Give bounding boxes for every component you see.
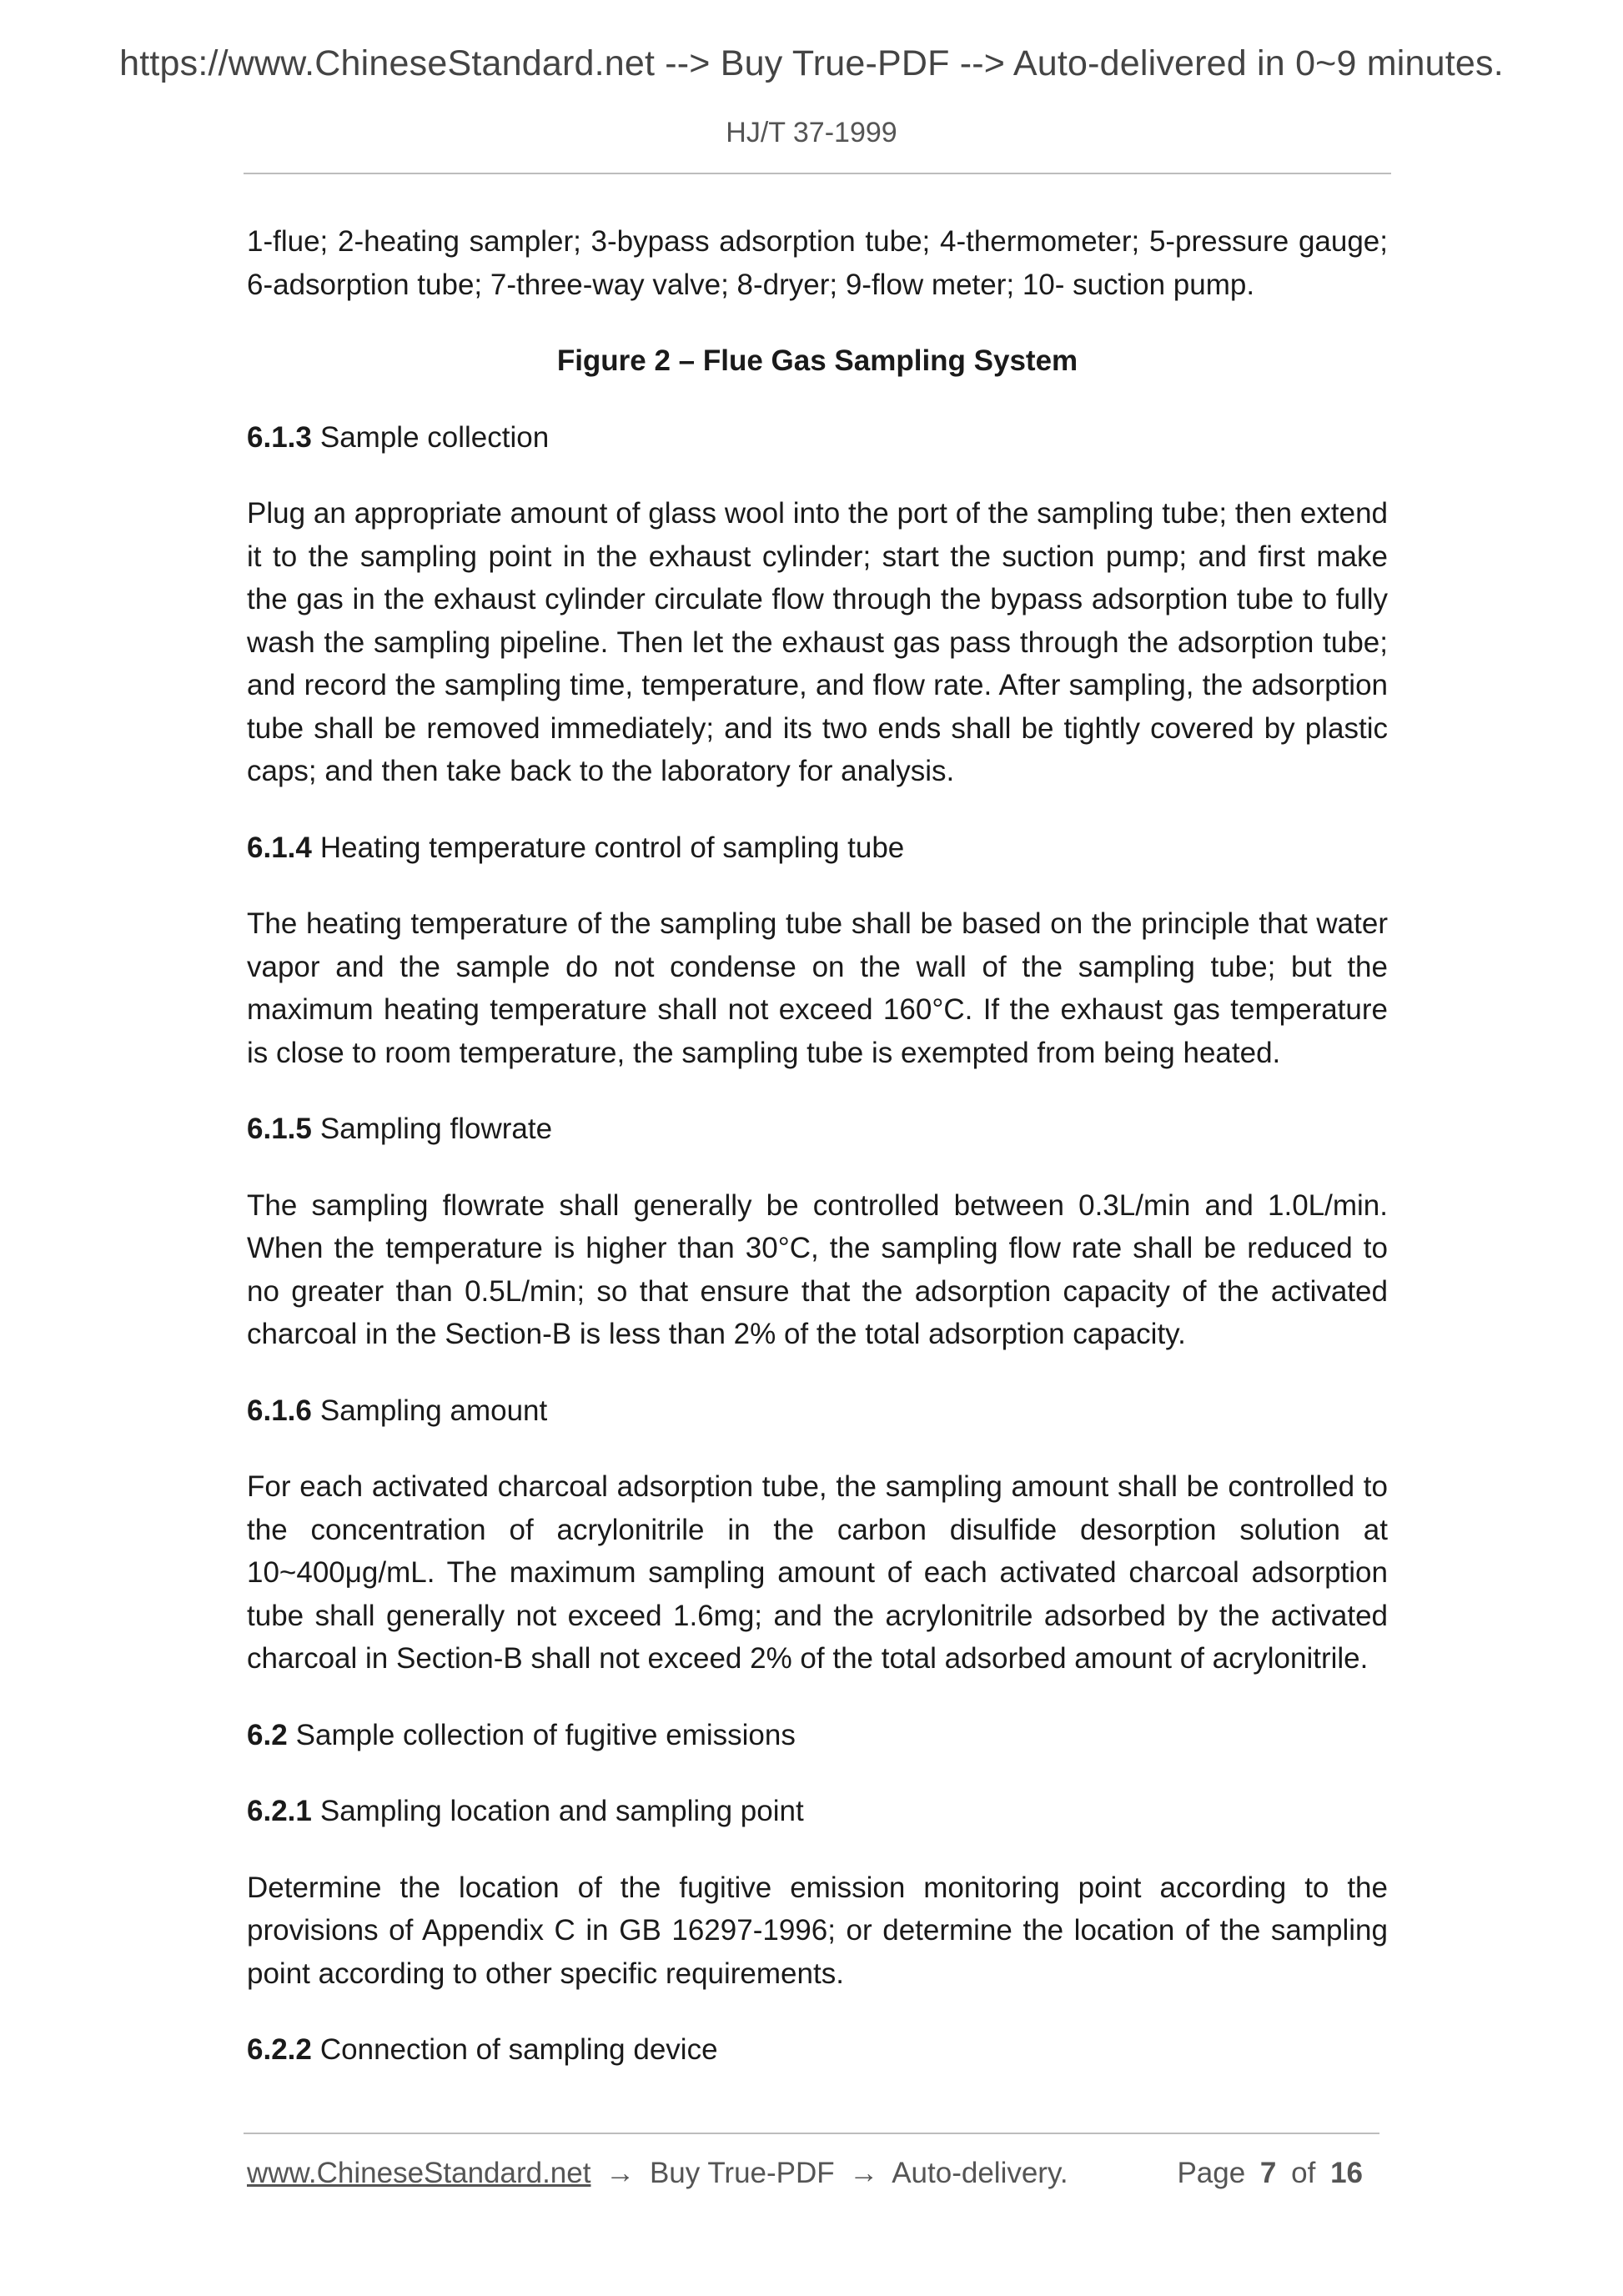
section-6-2-1-text: Determine the location of the fugitive emission monitoring point according to the provisions of Appendix C in GB 16297-1996; or determine the location of the sampling point according to other specific requirements. <box>247 1871 1388 1990</box>
section-number: 6.1.5 <box>247 1113 312 1145</box>
section-6-1-3-heading <box>247 416 1388 460</box>
section-title: Sampling flowrate <box>319 1113 553 1145</box>
page-indicator <box>1177 2157 1369 2190</box>
standard-number: HJ/T 37-1999 <box>726 117 897 148</box>
section-6-1-5-text: The sampling flowrate shall generally be controlled between 0.3L/min and 1.0L/min. When the temperature is higher than 30°C, the sampling flow rate shall be reduced to no greater than 0.5L/min; so that ensure that the adsorption capacity of the activated charcoal in the Section-B is less than 2% of the total adsorption capacity. <box>247 1188 1388 1350</box>
section-title: Sampling location and sampling point <box>319 1795 804 1827</box>
section-6-2-heading <box>247 1714 1388 1757</box>
header-divider <box>244 173 1391 174</box>
section-6-1-4-heading <box>247 826 1388 870</box>
section-title: Sample collection <box>319 420 550 454</box>
section-number: 6.2.1 <box>247 1795 312 1827</box>
section-number: 6.1.4 <box>247 831 312 864</box>
section-number: 6.1.6 <box>247 1394 312 1427</box>
section-6-2-1-heading <box>247 1790 1388 1833</box>
source-banner: https://www.ChineseStandard.net --> Buy True-PDF --> Auto-delivered in 0~9 minutes. <box>119 43 1504 83</box>
section-6-1-5-heading <box>247 1108 1388 1151</box>
section-number: 6.2.2 <box>247 2033 312 2066</box>
section-title: Heating temperature control of sampling tube <box>319 831 905 864</box>
section-title: Sampling amount <box>319 1394 548 1427</box>
arrow-right-icon: → <box>849 2157 879 2189</box>
page-footer <box>247 2157 1378 2203</box>
section-6-1-3-text: Plug an appropriate amount of glass wool into the port of the sampling tube; then extend it to the sampling point in the exhaust cylinder; start the suction pump; and first make the gas in the exhaust cylinder circulate flow through the bypass adsorption tube to fully wash the sampling pipeline. Then let the exhaust gas pass through the adsorption tube; and record the sampling time, temperature, and flow rate. After sampling, the adsorption tube shall be removed immediately; and its two ends shall be tightly covered by plastic caps; and then take back to the laboratory for analysis. <box>247 497 1388 787</box>
section-number: 6.1.3 <box>247 420 312 454</box>
section-6-1-6-heading <box>247 1389 1388 1433</box>
figure-legend: 1-flue; 2-heating sampler; 3-bypass adsorption tube; 4-thermometer; 5-pressure gauge; 6-adsorption tube; 7-three-way valve; 8-dryer; 9-flow meter; 10- suction pump. <box>247 225 1388 301</box>
section-6-1-4-text: The heating temperature of the sampling tube shall be based on the principle that water vapor and the sample do not condense on the wall of the sampling tube; but the maximum heating temperature shall not exceed 160°C. If the exhaust gas temperature is close to room temperature, the sampling tube is exempted from being heated. <box>247 907 1388 1069</box>
arrow-right-icon: → <box>605 2157 636 2189</box>
page-total: 16 <box>1330 2157 1363 2189</box>
buy-text: Buy True-PDF <box>649 2157 835 2189</box>
page-content <box>247 220 1388 2105</box>
section-number: 6.2 <box>247 1718 288 1751</box>
page-current: 7 <box>1259 2157 1277 2189</box>
footer-promo <box>247 2157 1068 2190</box>
delivery-text: Auto-delivery. <box>892 2157 1068 2189</box>
page-label: Page <box>1177 2157 1246 2189</box>
section-6-1-6-text: For each activated charcoal adsorption tube, the sampling amount shall be controlled to the concentration of acrylonitrile in the carbon disulfide desorption solution at 10~400μg/mL. The maximum sampling amount of each activated charcoal adsorption tube shall generally not exceed 1.6mg; and the acrylonitrile adsorbed by the activated charcoal in Section-B shall not exceed 2% of the total adsorbed amount of acrylonitrile. <box>247 1470 1388 1675</box>
figure-caption: Figure 2 – Flue Gas Sampling System <box>556 344 1078 377</box>
section-title: Connection of sampling device <box>319 2033 718 2066</box>
site-link[interactable]: www.ChineseStandard.net <box>247 2157 591 2189</box>
footer-divider <box>244 2133 1379 2134</box>
page-of: of <box>1291 2157 1316 2189</box>
section-6-2-2-heading <box>247 2028 1388 2072</box>
section-title: Sample collection of fugitive emissions <box>295 1718 796 1751</box>
